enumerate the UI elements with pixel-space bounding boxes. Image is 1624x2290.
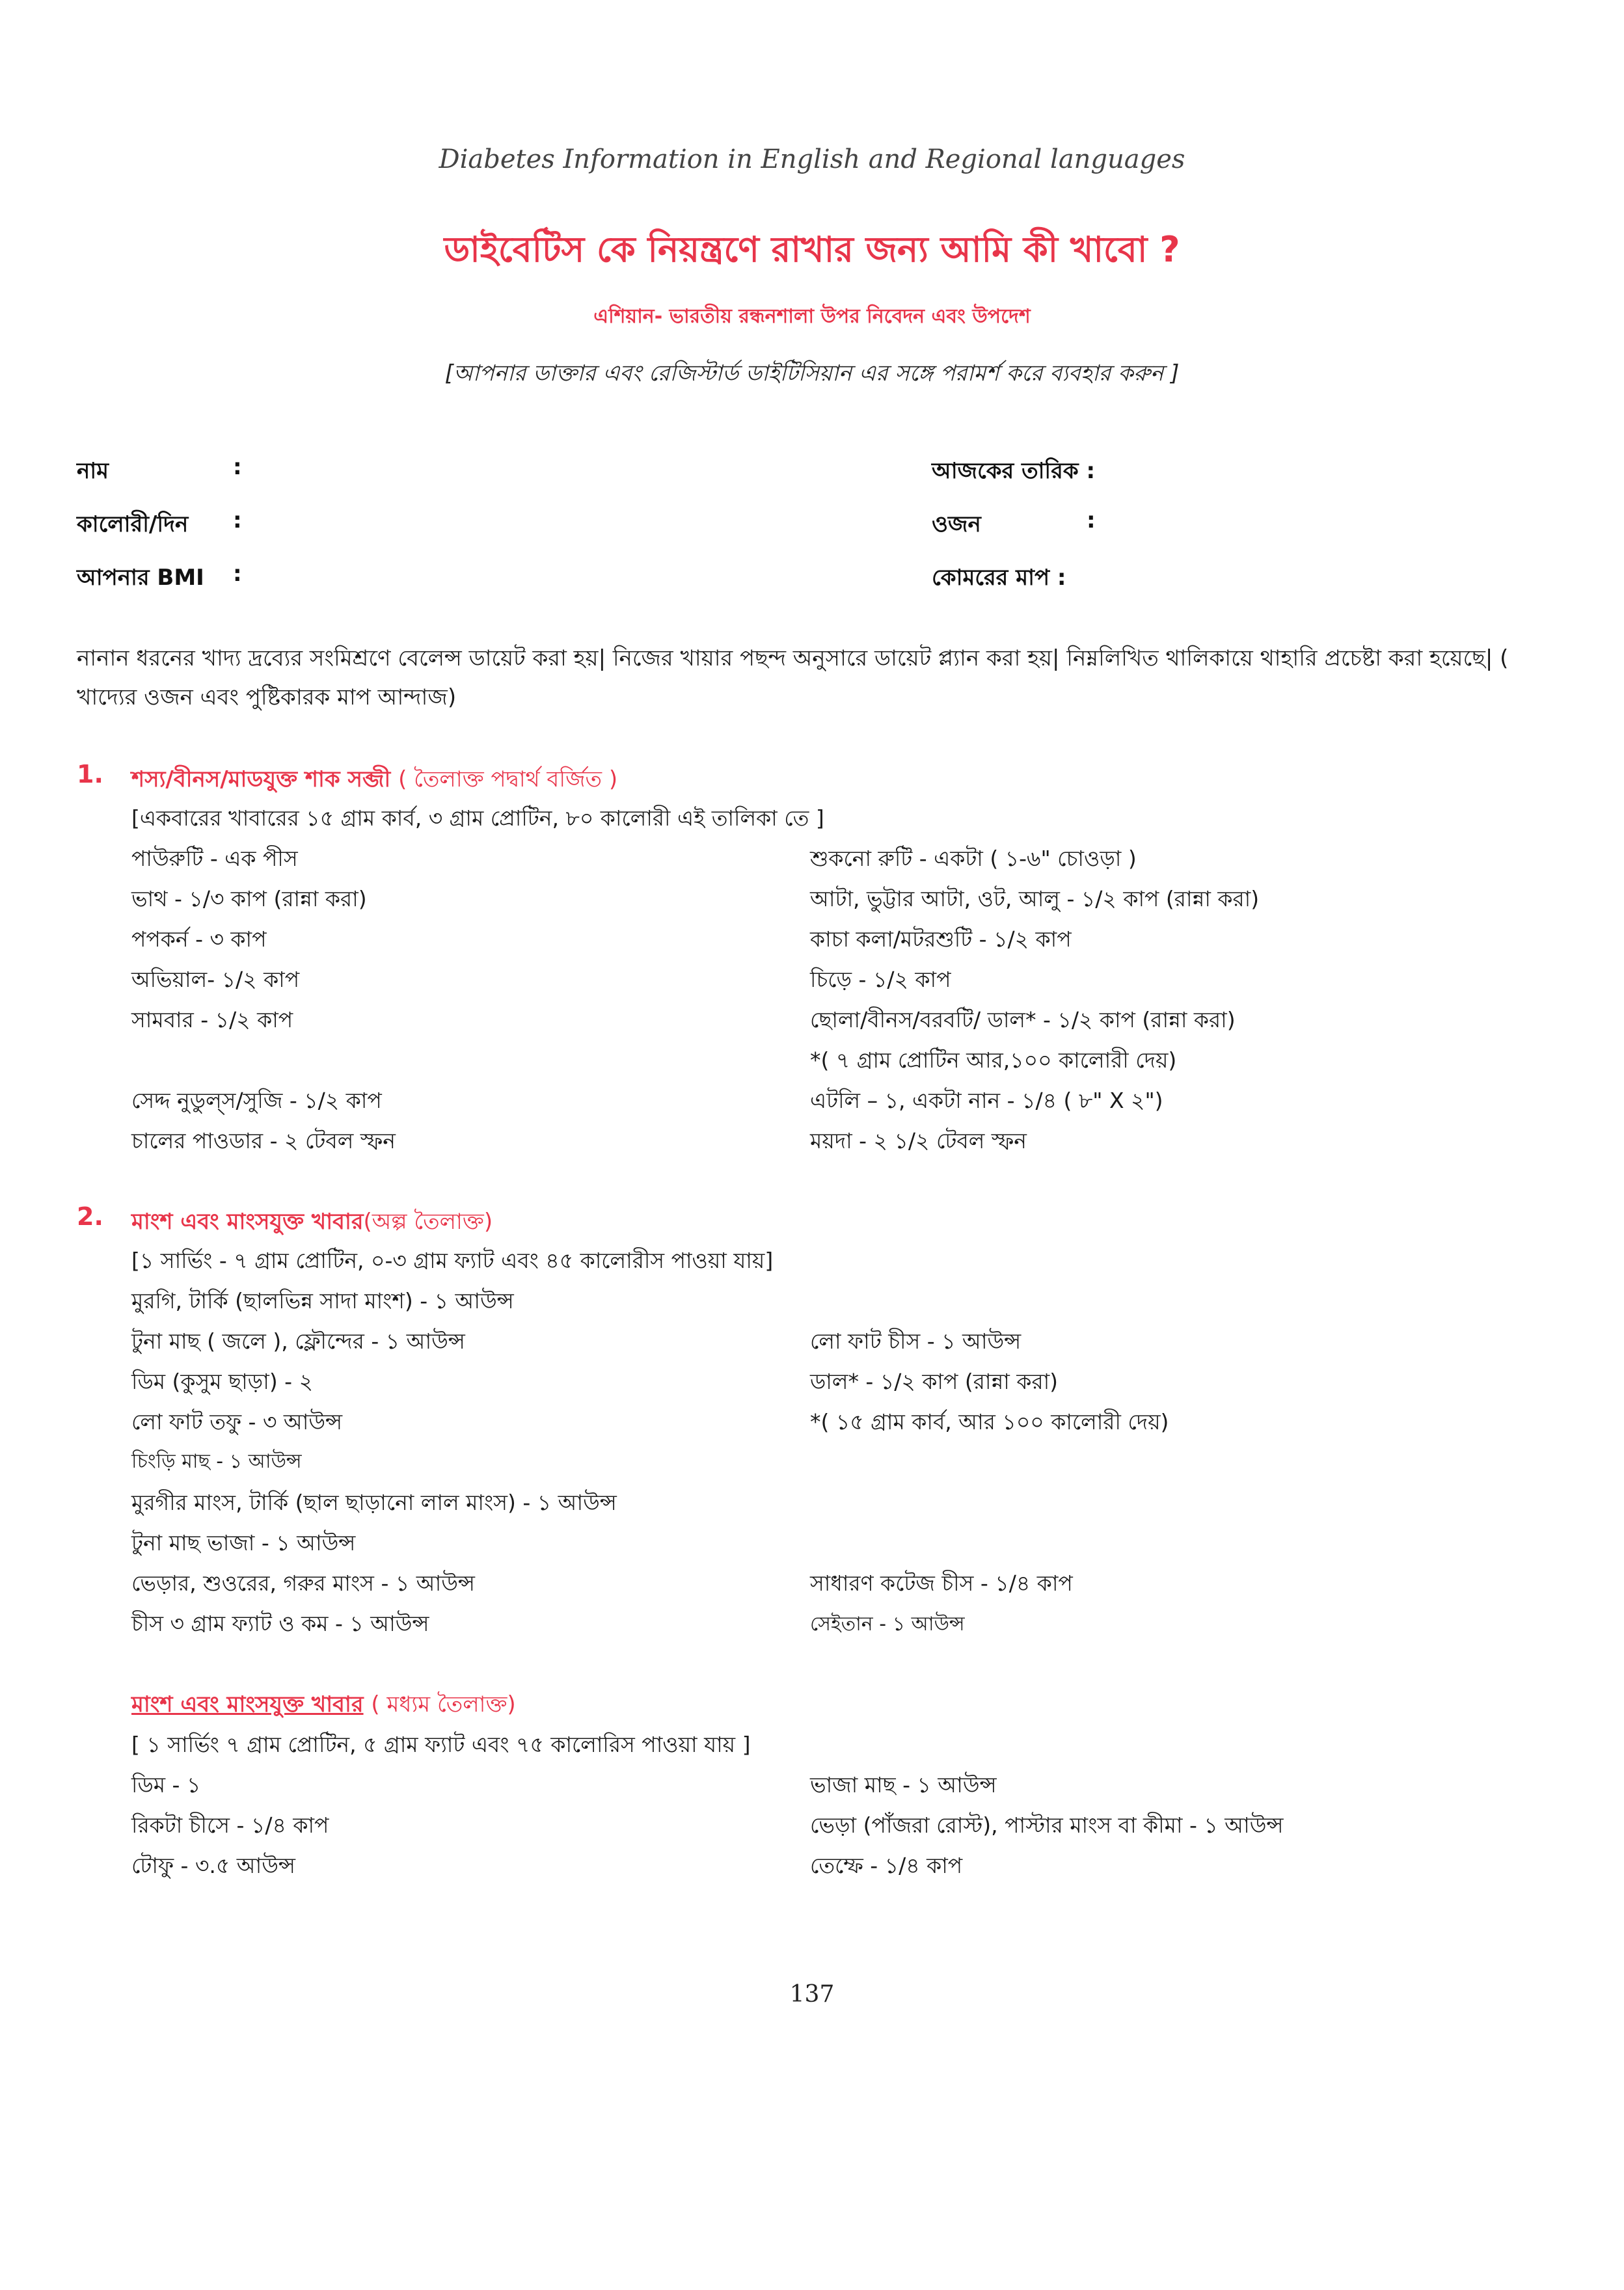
section2-left-item: চীস ৩ গ্রাম ফ্যাট ও কম - ১ আউন্স — [131, 1611, 429, 1636]
section3-left-item: ডিম - ১ — [131, 1772, 201, 1798]
section1-right-item: শুকনো রুটি - একটা ( ১-৬" চোওড়া ) — [810, 846, 1137, 871]
section2-serving-info: [১ সার্ভিং - ৭ গ্রাম প্রোটিন, ০-৩ গ্রাম ফ্যাট এবং ৪৫ কালোরীস পাওয়া যায়] — [131, 1248, 774, 1273]
section2-left-item: মুরগীর মাংস, টার্কি (ছাল ছাড়ানো লাল মাংস) - ১ আউন্স — [131, 1490, 617, 1515]
section2-right-item: সেইতান - ১ আউন্স — [810, 1613, 965, 1636]
name-colon: : — [233, 454, 242, 480]
section1-left-item: পাউরুটি - এক পীস — [131, 846, 298, 871]
section2-title — [131, 1205, 493, 1242]
section1-number: 1. — [77, 760, 103, 788]
section1-footnote: *( ৭ গ্রাম প্রোটিন আর,১০০ কালোরী দেয়) — [810, 1047, 1177, 1073]
section2-title-text: মাংশ এবং মাংসযুক্ত খাবার — [131, 1209, 364, 1235]
date-label: আজকের তারিক : — [932, 458, 1096, 484]
page-subtitle: এশিয়ান- ভারতীয় রন্ধনশালা উপর নিবেদন এবং উপদেশ — [593, 305, 1031, 328]
bmi-label: আপনার BMI — [77, 565, 204, 591]
section3-right-item: ভেড়া (পাঁজরা রোস্ট), পাস্টার মাংস বা কীমা - ১ আউন্স — [810, 1812, 1284, 1838]
section2-footnote: *( ১৫ গ্রাম কার্ব, আর ১০০ কালোরী দেয়) — [810, 1409, 1169, 1435]
section1-left-item: সেদ্দ নুডুল্স/সুজি - ১/২ কাপ — [131, 1088, 382, 1113]
section1-left-item: চালের পাওডার - ২ টেবল স্ফন — [131, 1128, 396, 1153]
section3-title-note: ( মধ্যম তৈলাক্ত) — [371, 1691, 516, 1717]
section2-left-item: মুরগি, টার্কি (ছালভিন্ন সাদা মাংশ) - ১ আউন্স — [131, 1288, 514, 1313]
running-header: Diabetes Information in English and Regional languages — [439, 144, 1185, 174]
intro-paragraph: নানান ধরনের খাদ্য দ্রব্যের সংমিশ্রণে বেলেন্স ডায়েট করা হয়| নিজের খায়ার পছন্দ অনুসারে ডায়েট প্ল্যান করা হয়| নিম্নলিখিত থালিকায়ে থাহারি প্রচেষ্টা করা হয়েছে| ( খাদ্যের ওজন এবং পুষ্টিকারক মাপ আন্দাজ) — [77, 645, 1509, 710]
section3-left-item: রিকটা চীসে - ১/৪ কাপ — [131, 1812, 329, 1838]
section1-left-item: ভাথ - ১/৩ কাপ (রান্না করা) — [131, 886, 367, 911]
section2-left-item: লো ফাট তফু - ৩ আউন্স — [131, 1409, 343, 1435]
section3-right-item: ভাজা মাছ - ১ আউন্স — [810, 1772, 997, 1798]
section2-left-item: চিংড়ি মাছ - ১ আউন্স — [131, 1450, 302, 1473]
section2-title-note: (অল্প তৈলাক্ত) — [363, 1209, 493, 1235]
section1-title-text: শস্য/বীনস/মাডযুক্ত শাক সব্জী — [131, 766, 391, 792]
section3-serving-info: [ ১ সার্ভিং ৭ গ্রাম প্রোটিন, ৫ গ্রাম ফ্যাট এবং ৭৫ কালোরিস পাওয়া যায় ] — [131, 1732, 751, 1757]
section1-left-item: সামবার - ১/২ কাপ — [131, 1007, 293, 1032]
section1-left-item: পপকর্ন - ৩ কাপ — [131, 926, 267, 952]
section2-number: 2. — [77, 1202, 103, 1231]
section3-left-item: টোফু - ৩.৫ আউন্স — [131, 1853, 295, 1878]
section2-left-item: ভেড়ার, শুওরের, গরুর মাংস - ১ আউন্স — [131, 1570, 475, 1596]
section1-serving-info: [একবারের খাবারের ১৫ গ্রাম কার্ব, ৩ গ্রাম প্রোটিন, ৮০ কালোরী এই তালিকা তে ] — [131, 805, 824, 831]
section1-title-note: ( তৈলাক্ত পদ্বার্থ বর্জিত ) — [398, 766, 618, 792]
consult-note: [আপনার ডাক্তার এবং রেজিস্টার্ড ডাইটিসিয়ান এর সঙ্গে পরামর্শ করে ব্যবহার করুন ] — [444, 360, 1180, 386]
weight-label: ওজন — [932, 511, 981, 537]
section2-right-item: লো ফাট চীস - ১ আউন্স — [810, 1328, 1022, 1354]
section3-title-text: মাংশ এবং মাংসযুক্ত খাবার — [131, 1691, 364, 1717]
section1-right-item: এটলি – ১, একটা নান - ১/৪ ( ৮" X ২") — [810, 1088, 1163, 1113]
section2-left-item: টুনা মাছ ভাজা - ১ আউন্স — [131, 1530, 356, 1556]
page-number: 137 — [789, 1981, 835, 2008]
calories-label: কালোরী/দিন — [77, 511, 189, 537]
section2-right-item: ডাল* - ১/২ কাপ (রান্না করা) — [810, 1369, 1059, 1394]
section1-right-item: কাচা কলা/মটরশুটি - ১/২ কাপ — [810, 926, 1072, 952]
section2-left-item: টুনা মাছ ( জলে ), ফ্লৌন্দের - ১ আউন্স — [131, 1328, 465, 1354]
section2-left-item: ডিম (কুসুম ছাড়া) - ২ — [131, 1369, 314, 1394]
section1-right-item: আটা, ভুট্টার আটা, ওট, আলু - ১/২ কাপ (রান্না করা) — [810, 886, 1260, 911]
calories-colon: : — [233, 507, 242, 533]
section3-title — [131, 1688, 516, 1725]
section1-right-item: চিড়ে - ১/২ কাপ — [810, 967, 951, 992]
section2-right-item: সাধারণ কটেজ চীস - ১/৪ কাপ — [810, 1570, 1073, 1596]
page-title: ডাইবেটিস কে নিয়ন্ত্রণে রাখার জন্য আমি কী খাবো ? — [444, 229, 1180, 270]
section1-left-item: অভিয়াল- ১/২ কাপ — [131, 967, 300, 992]
name-label: নাম — [77, 458, 109, 484]
bmi-colon: : — [233, 561, 242, 587]
section3-right-item: তেম্ফে - ১/৪ কাপ — [810, 1853, 963, 1878]
section1-right-item: ময়দা - ২ ১/২ টেবল স্ফন — [810, 1128, 1027, 1153]
section1-title — [131, 762, 617, 800]
section1-right-item: ছোলা/বীনস/বরবটি/ ডাল* - ১/২ কাপ (রান্না করা) — [810, 1007, 1236, 1032]
waist-label: কোমরের মাপ : — [932, 565, 1066, 591]
weight-colon: : — [1087, 507, 1096, 533]
